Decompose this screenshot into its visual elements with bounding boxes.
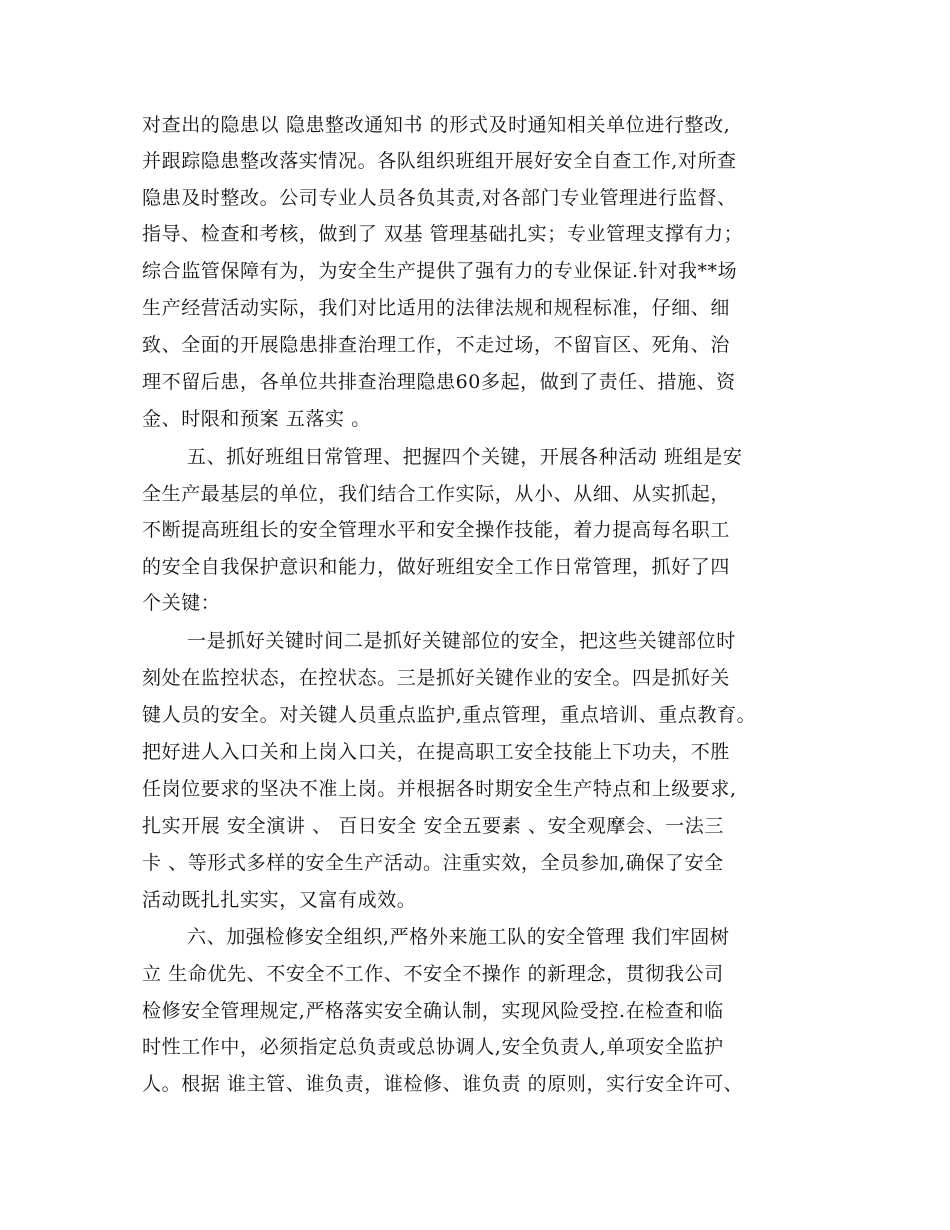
text-line-25: 检修安全管理规定,严格落实安全确认制，实现风险受控.在检查和临: [142, 1000, 724, 1022]
text-line-17: 键人员的安全。对关键人员重点监护,重点管理，重点培训、重点教育。: [142, 704, 757, 726]
text-line-13: 的安全自我保护意识和能力，做好班组安全工作日常管理，抓好了四: [142, 556, 731, 578]
text-line-7: 致、全面的开展隐患排查治理工作，不走过场，不留盲区、死角、治: [142, 334, 731, 356]
section-5-heading-line: 五、抓好班组日常管理、把握四个关键，开展各种活动 班组是安: [187, 446, 743, 468]
text-line-27: 人。根据 谁主管、谁负责，谁检修、谁负责 的原则，实行安全许可、: [142, 1073, 744, 1095]
text-line-12: 不断提高班组长的安全管理水平和安全操作技能，着力提高每名职工: [142, 519, 731, 541]
text-line-16: 刻处在监控状态，在控状态。三是抓好关键作业的安全。四是抓好关: [142, 667, 731, 689]
text-line-24: 立 生命优先、不安全不工作、不安全不操作 的新理念，贯彻我公司: [142, 963, 724, 985]
text-line-5: 综合监管保障有为，为安全生产提供了强有力的专业保证.针对我**场: [142, 260, 738, 282]
text-line-1: 对查出的隐患以 隐患整改通知书 的形式及时通知相关单位进行整改,: [142, 114, 731, 136]
text-line-26: 时性工作中，必须指定总负责或总协调人,安全负责人,单项安全监护: [142, 1036, 724, 1058]
text-line-6: 生产经营活动实际，我们对比适用的法律法规和规程标准，仔细、细: [142, 297, 731, 319]
text-line-22: 活动既扎扎实实，又富有成效。: [142, 889, 417, 911]
text-line-18: 把好进人入口关和上岗入口关，在提高职工安全技能上下功夫，不胜: [142, 741, 731, 763]
text-line-19: 任岗位要求的坚决不准上岗。并根据各时期安全生产特点和上级要求,: [142, 778, 737, 800]
text-line-4: 指导、检查和考核，做到了 双基 管理基础扎实；专业管理支撑有力；: [142, 223, 744, 245]
text-line-8: 理不留后患，各单位共排查治理隐患60多起，做到了责任、措施、资: [142, 371, 736, 393]
text-line-11: 全生产最基层的单位，我们结合工作实际，从小、从细、从实抓起，: [142, 483, 731, 505]
text-line-9: 金、时限和预案 五落实 。: [142, 408, 371, 430]
paragraph-key-points-line: 一是抓好关键时间二是抓好关键部位的安全，把这些关键部位时: [187, 630, 736, 652]
text-line-21: 卡 、等形式多样的安全生产活动。注重实效，全员参加,确保了安全: [142, 852, 724, 874]
section-6-heading-line: 六、加强检修安全组织,严格外来施工队的安全管理 我们牢固树: [187, 926, 730, 948]
text-line-14: 个关键：: [142, 592, 221, 614]
text-line-3: 隐患及时整改。公司专业人员各负其责,对各部门专业管理进行监督、: [142, 187, 737, 209]
text-line-2: 并跟踪隐患整改落实情况。各队组织班组开展好安全自查工作,对所查: [142, 150, 737, 172]
text-line-20: 扎实开展 安全演讲 、 百日安全 安全五要素 、安全观摩会、一法三: [142, 815, 724, 837]
